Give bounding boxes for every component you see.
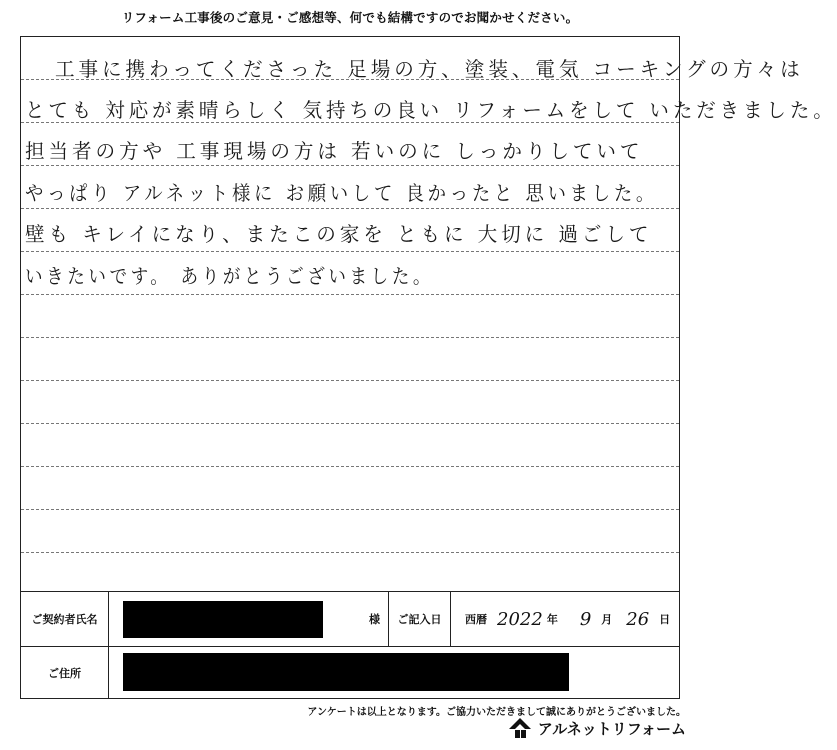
footer-note: アンケートは以上となります。ご協力いただきまして誠にありがとうございました。 [307,707,686,718]
form-header: リフォーム工事後のご意見・ご感想等、何でも結構ですのでお聞かせください。 [121,10,579,25]
month-unit: 月 [601,613,613,626]
day-unit: 日 [659,613,671,626]
brand-name: アルネットリフォーム [537,719,686,738]
year-unit: 年 [546,613,558,626]
ruled-line [21,337,679,338]
ruled-line [21,165,679,166]
address-row [21,647,679,698]
address-field [109,647,681,698]
name-label: ご契約者氏名 [21,592,109,646]
comment-line-5: 壁も キレイになり、またこの家を ともに 大切に 過ごして [25,222,653,246]
ruled-line [21,251,679,252]
ruled-line [21,423,679,424]
ruled-line [21,380,679,381]
customer-info-table [20,591,680,699]
comment-box [20,36,837,592]
name-date-row [21,592,679,647]
ruled-line [21,552,679,553]
day-value: 26 [626,608,650,630]
comment-line-1: 工事に携わってくださった 足場の方、塗装、電気 コーキングの方々は [55,57,804,81]
entry-date-label: ご記入日 [389,592,451,646]
honorific: 様 [369,613,380,626]
redacted-address [123,653,569,691]
era-label: 西暦 [465,613,487,626]
month-value: 9 [579,608,592,630]
ruled-line [21,509,679,510]
address-label: ご住所 [21,647,109,698]
comment-line-4: やっぱり アルネット様に お願いして 良かったと 思いました。 [25,181,658,205]
entry-date-field [451,592,681,646]
comment-line-2: とても 対応が素晴らしく 気持ちの良い リフォームをして いただきました。 [25,98,837,122]
ruled-line [21,466,679,467]
redacted-name [123,601,323,638]
brand-mark-icon [508,717,532,739]
year-value: 2022 [497,608,543,630]
comment-line-6: いきたいです。 ありがとうございました。 [25,264,434,288]
name-field [109,592,389,646]
comment-line-3: 担当者の方や 工事現場の方は 若いのに しっかりしていて [25,139,644,163]
brand-logo [508,717,686,739]
ruled-line [21,208,679,209]
ruled-line [21,294,679,295]
